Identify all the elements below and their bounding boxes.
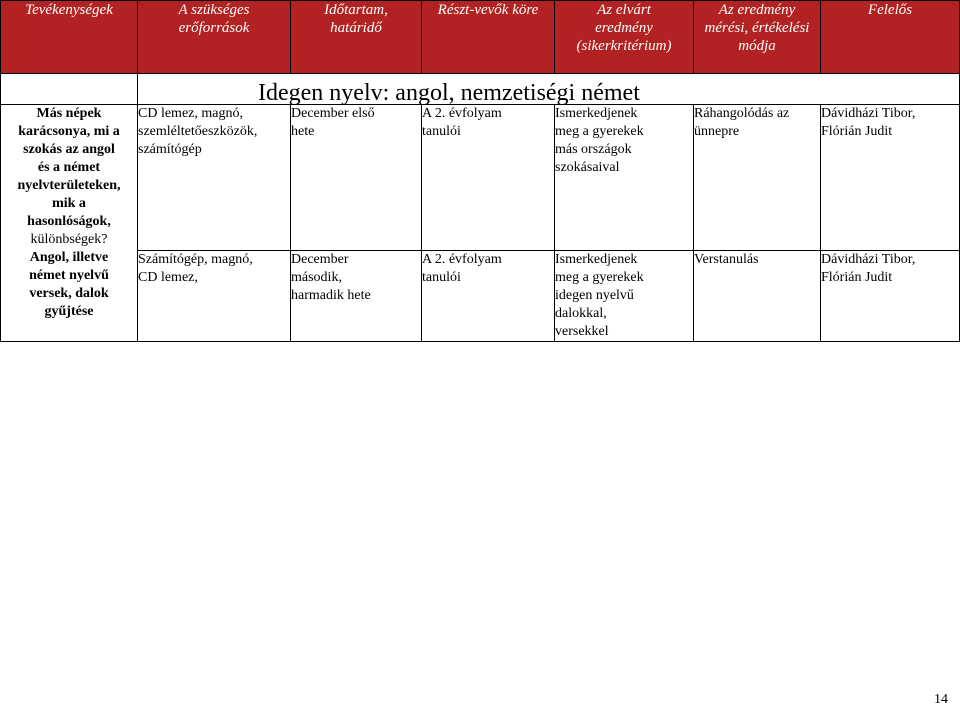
topic-line: és a német [37,160,101,175]
cell-line: Ismerkedjenek [555,252,638,267]
cell-line: tanulói [422,124,461,139]
resources-cell [138,251,291,342]
topic-line: Angol, illetve [29,250,109,265]
topic-cell [1,105,138,342]
header-activities [1,1,138,74]
topic-line: karácsonya, mi a [18,124,120,139]
header-text: Tevékenységek [25,2,113,18]
cell-line: Verstanulás [694,252,759,267]
topic-line: szokás az angol [23,142,115,157]
cell-line: Dávidházi Tibor, [821,106,916,121]
responsible-cell [821,251,960,342]
cell-line: Flórián Judit [821,270,893,285]
cell-line: ünnepre [694,124,740,139]
cell-line: dalokkal, [555,306,607,321]
cell-line: szemléltetőeszközök, [138,124,258,139]
cell-line: idegen nyelvű [555,288,634,303]
participants-cell [422,105,555,251]
cell-line: tanulói [422,270,461,285]
cell-line: December [291,252,349,267]
cell-line: Ismerkedjenek [555,106,638,121]
topic-line: nyelvterületeken, [17,178,121,193]
header-resources [138,1,291,74]
header-evaluation [694,1,821,74]
cell-line: második, [291,270,342,285]
topic-line: versek, dalok [29,286,109,301]
duration-cell [291,251,422,342]
evaluation-cell [694,105,821,251]
expected-result-cell [555,251,694,342]
participants-cell [422,251,555,342]
cell-line: meg a gyerekek [555,270,644,285]
header-text: erőforrások [178,20,250,36]
cell-line: Dávidházi Tibor, [821,252,916,267]
header-text: A szükséges [178,2,250,18]
header-text: határidő [330,20,382,36]
expected-result-cell [555,105,694,251]
header-text: (sikerkritérium) [576,38,672,54]
evaluation-cell [694,251,821,342]
section-title: Idegen nyelv: angol, nemzetiségi német [258,80,640,106]
table-row [1,251,960,342]
cell-line: CD lemez, magnó, [138,106,243,121]
cell-line: A 2. évfolyam [422,252,502,267]
header-participants [422,1,555,74]
cell-line: számítógép [138,142,202,157]
cell-line: meg a gyerekek [555,124,644,139]
cell-line: A 2. évfolyam [422,106,502,121]
responsible-cell [821,105,960,251]
header-row [1,1,960,74]
topic-line: gyűjtése [44,304,94,319]
topic-line: hasonlóságok, [27,214,111,229]
page-number: 14 [934,692,948,707]
cell-line: más országok [555,142,632,157]
cell-line: hete [291,124,315,139]
duration-cell [291,105,422,251]
activity-plan-table [0,0,960,342]
cell-line: versekkel [555,324,609,339]
cell-line: Ráhangolódás az [694,106,790,121]
topic-line: mik a [52,196,86,211]
cell-line: harmadik hete [291,288,371,303]
header-text: mérési, értékelési [704,20,810,36]
cell-line: szokásaival [555,160,620,175]
header-text: módja [738,38,776,54]
cell-line: Számítógép, magnó, [138,252,253,267]
header-duration [291,1,422,74]
section-cell-empty [1,74,138,105]
header-responsible [821,1,960,74]
header-text: Az elvárt [597,2,651,18]
topic-line: német nyelvű [29,268,109,283]
header-text: Időtartam, [324,2,388,18]
topic-line: különbségek? [30,232,108,247]
header-text: Felelős [867,2,913,18]
header-expected-result [555,1,694,74]
header-text: Az eredmény [718,2,796,18]
resources-cell [138,105,291,251]
header-text: Részt-vevők köre [437,2,539,18]
cell-line: December első [291,106,375,121]
cell-line: CD lemez, [138,270,198,285]
topic-line: Más népek [36,106,102,121]
table-row [1,105,960,251]
header-text: eredmény [595,20,653,36]
cell-line: Flórián Judit [821,124,893,139]
